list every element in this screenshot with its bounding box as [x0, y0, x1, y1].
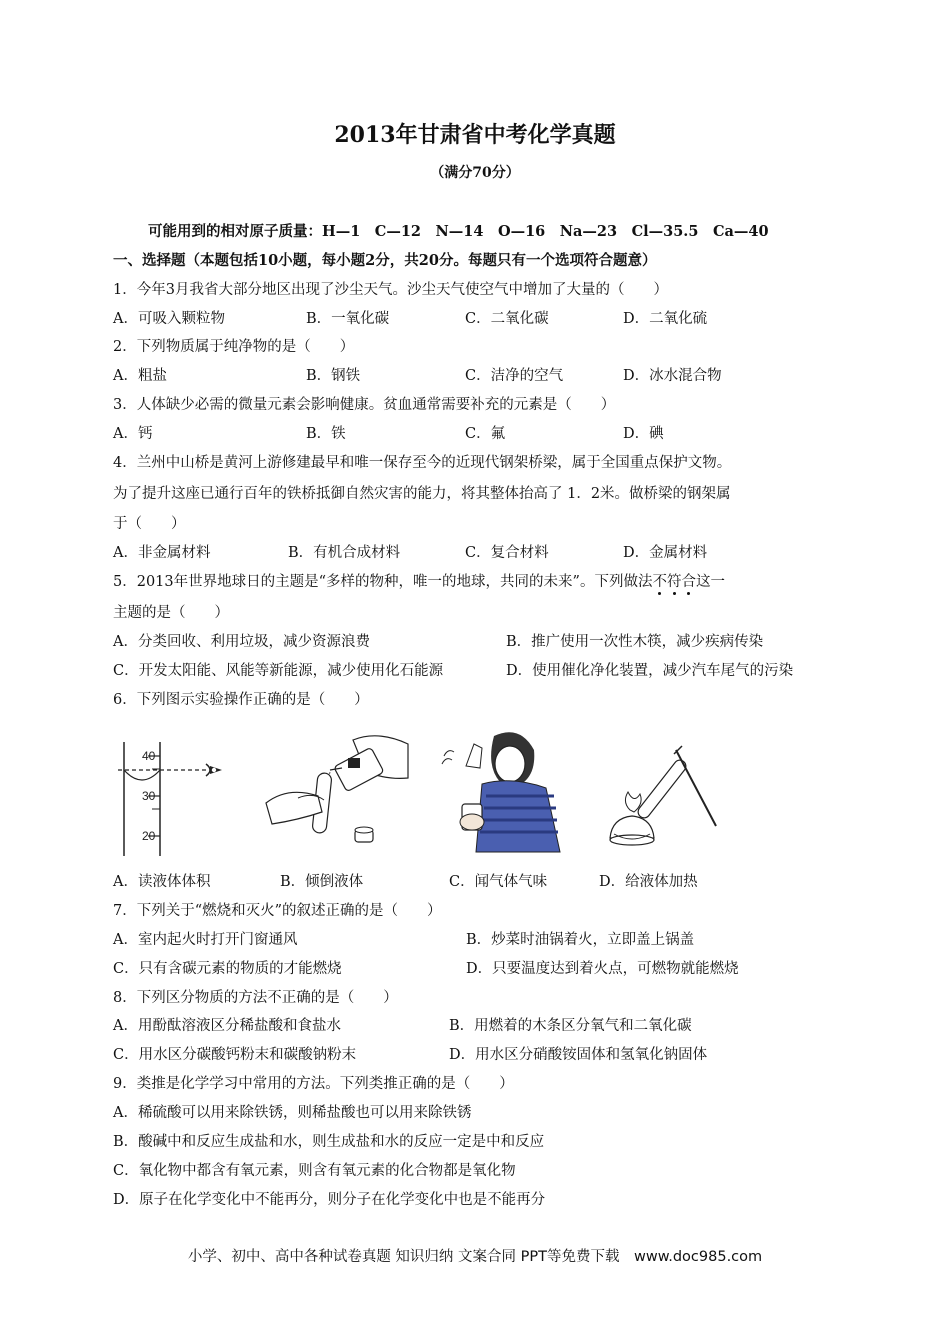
question-8-stem: 8．下列区分物质的方法不正确的是（ ） [113, 990, 398, 1006]
question-3-option-c: C．氟 [465, 426, 506, 442]
question-1-option-a: A．可吸入颗粒物 [113, 311, 225, 327]
question-7-option-c: C．只有含碳元素的物质的才能燃烧 [113, 961, 342, 977]
question-2-option-b: B．钢铁 [306, 368, 361, 384]
question-4-line-3: 于（ ） [113, 516, 186, 532]
question-8-option-c: C．用水区分碳酸钙粉末和碳酸钠粉末 [113, 1047, 357, 1063]
heating-liquid-figure [600, 744, 724, 860]
section-heading: 一、选择题（本题包括10小题，每小题2分，共20分。每题只有一个选项符合题意） [113, 252, 657, 269]
emphasis-char: 合 [681, 574, 696, 590]
question-5-line-1: 5．2013年世界地球日的主题是“多样的物种，唯一的地球，共同的未来”。下列做法不符合这一 [113, 574, 725, 590]
question-8-option-d: D．用水区分硝酸铵固体和氢氧化钠固体 [449, 1047, 708, 1063]
question-3-stem: 3．人体缺少必需的微量元素会影响健康。贫血通常需要补充的元素是（ ） [113, 397, 616, 413]
question-2-option-c: C．洁净的空气 [465, 368, 564, 384]
question-6-option-c: C．闻气体气味 [449, 874, 548, 890]
question-5-line-2: 主题的是（ ） [113, 605, 229, 621]
question-3-option-d: D．碘 [623, 426, 664, 442]
question-6-option-d: D．给液体加热 [599, 874, 698, 890]
question-6-stem: 6．下列图示实验操作正确的是（ ） [113, 692, 369, 708]
question-2-option-d: D．冰水混合物 [623, 368, 722, 384]
atomic-masses: 可能用到的相对原子质量：H—1 C—12 N—14 O—16 Na—23 Cl—35.5 Ca—40 [148, 223, 769, 240]
question-2-option-a: A．粗盐 [113, 368, 167, 384]
question-7-stem: 7．下列关于“燃烧和灭火”的叙述正确的是（ ） [113, 903, 442, 919]
tick-label-40: 40 [142, 749, 156, 763]
question-4-option-c: C．复合材料 [465, 545, 549, 561]
question-1-stem: 1．今年3月我省大部分地区出现了沙尘天气。沙尘天气使空气中增加了大量的（ ） [113, 282, 668, 298]
question-8-option-a: A．用酚酞溶液区分稀盐酸和食盐水 [113, 1018, 341, 1034]
question-1-option-d: D．二氧化硫 [623, 311, 708, 327]
cylinder-reading-figure [118, 738, 238, 860]
question-4-option-d: D．金属材料 [623, 545, 708, 561]
emphasis-char: 符 [666, 574, 682, 590]
question-3-option-b: B．铁 [306, 426, 346, 442]
question-7-option-d: D．只要温度达到着火点，可燃物就能燃烧 [466, 961, 739, 977]
question-8-option-b: B．用燃着的木条区分氧气和二氧化碳 [449, 1018, 692, 1034]
question-5-option-c: C．开发太阳能、风能等新能源，减少使用化石能源 [113, 663, 444, 679]
question-5-option-d: D．使用催化净化装置，减少汽车尾气的污染 [506, 663, 794, 679]
question-5-option-a: A．分类回收、利用垃圾，减少资源浪费 [113, 634, 370, 650]
question-1-option-c: C．二氧化碳 [465, 311, 549, 327]
question-1-option-b: B．一氧化碳 [306, 311, 390, 327]
question-4-option-a: A．非金属材料 [113, 545, 211, 561]
question-6-option-b: B．倾倒液体 [280, 874, 364, 890]
question-3-option-a: A．钙 [113, 426, 153, 442]
tick-label-30: 30 [142, 789, 156, 803]
question-7-option-a: A．室内起火时打开门窗通风 [113, 932, 298, 948]
question-9-option-c: C．氧化物中都含有氧元素，则含有氧元素的化合物都是氧化物 [113, 1163, 516, 1179]
question-4-line-1: 4．兰州中山桥是黄河上游修建最早和唯一保存至今的近现代钢架桥梁，属于全国重点保护文物。 [113, 455, 732, 471]
question-9-option-a: A．稀硫酸可以用来除铁锈，则稀盐酸也可以用来除铁锈 [113, 1105, 472, 1121]
question-9-option-b: B．酸碱中和反应生成盐和水，则生成盐和水的反应一定是中和反应 [113, 1134, 545, 1150]
tick-label-20: 20 [142, 829, 156, 843]
question-2-stem: 2．下列物质属于纯净物的是（ ） [113, 339, 355, 355]
question-4-option-b: B．有机合成材料 [288, 545, 401, 561]
question-9-stem: 9．类推是化学学习中常用的方法。下列类推正确的是（ ） [113, 1076, 514, 1092]
question-6-option-a: A．读液体体积 [113, 874, 211, 890]
page-title: 2013年甘肃省中考化学真题 [334, 122, 616, 148]
full-score: （满分70分） [430, 165, 520, 181]
footer-text: 小学、初中、高中各种试卷真题 知识归纳 文案合同 PPT等免费下载 www.doc985.com [187, 1249, 763, 1265]
emphasis-char: 不 [652, 574, 667, 590]
pouring-liquid-figure [258, 728, 416, 852]
smelling-gas-figure [436, 726, 572, 858]
question-9-option-d: D．原子在化学变化中不能再分，则分子在化学变化中也是不能再分 [113, 1192, 546, 1208]
question-4-line-2: 为了提升这座已通行百年的铁桥抵御自然灾害的能力，将其整体抬高了 1．2米。做桥梁的钢架属 [113, 486, 731, 502]
question-7-option-b: B．炒菜时油锅着火，立即盖上锅盖 [466, 932, 695, 948]
question-5-option-b: B．推广使用一次性木筷，减少疾病传染 [506, 634, 764, 650]
